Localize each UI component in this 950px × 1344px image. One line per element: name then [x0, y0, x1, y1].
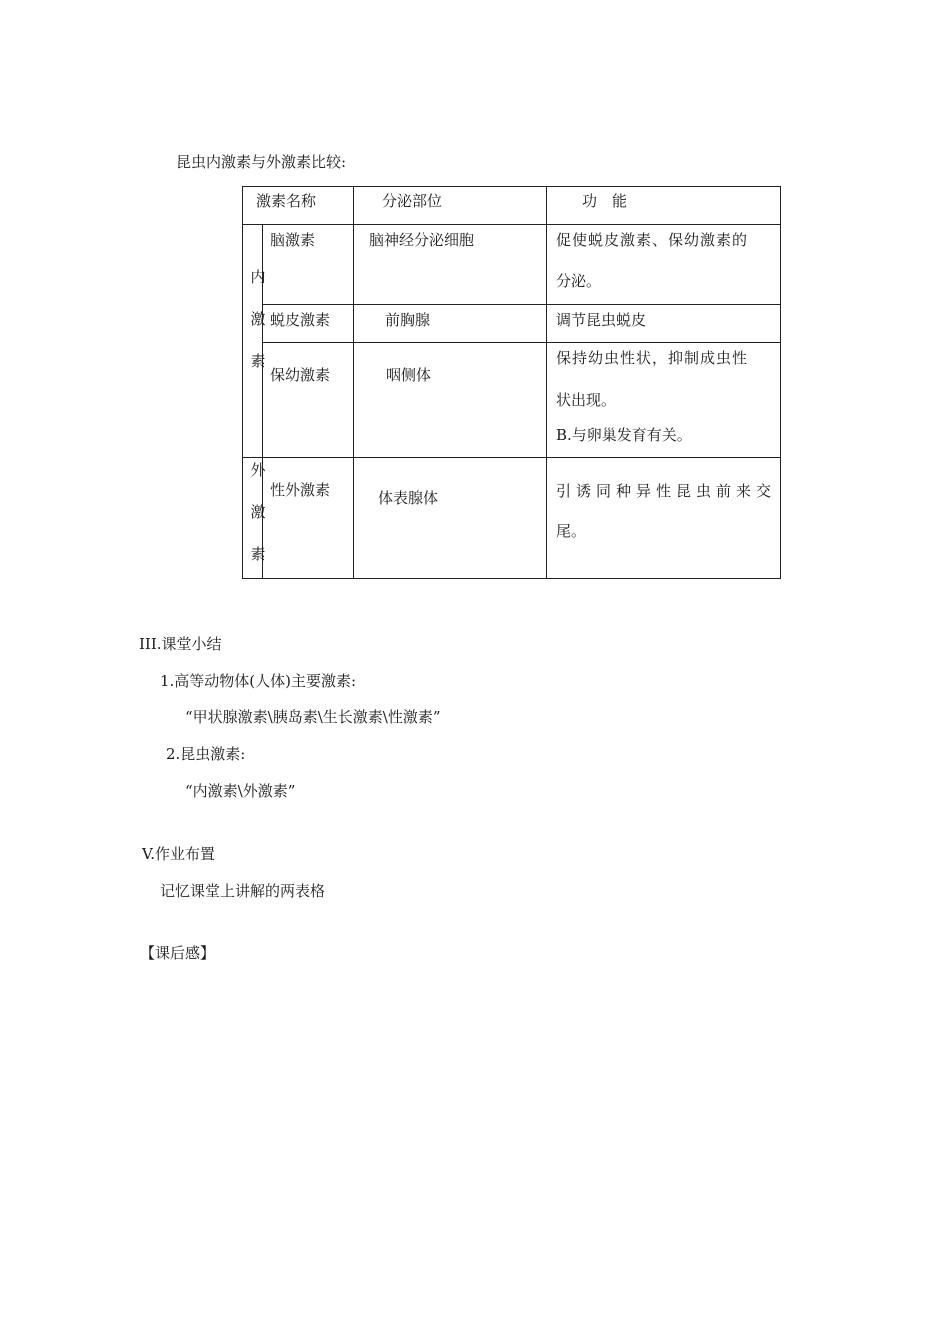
header-function: 功 能 [582, 192, 628, 210]
table-rule [242, 224, 781, 225]
reflection-heading: 【课后感】 [140, 944, 216, 962]
row-function-line: 保持幼虫性状，抑制成虫性 [556, 349, 749, 367]
row-function-line: 尾。 [556, 522, 587, 540]
homework-text: 记忆课堂上讲解的两表格 [160, 882, 326, 900]
table-rule [262, 342, 781, 343]
row-function-extra: B.与卵巢发育有关。 [556, 426, 692, 444]
row-function-line: 状出现。 [556, 391, 617, 409]
table-border-bottom [242, 578, 781, 579]
row-function-line: 分泌。 [556, 272, 602, 290]
table-border-top [242, 186, 781, 187]
row-name: 保幼激素 [270, 366, 331, 384]
summary-item-2-value: “内激素\外激素” [185, 782, 296, 800]
table-border-right [780, 186, 781, 579]
row-site: 咽侧体 [386, 366, 432, 384]
table-rule [353, 186, 354, 579]
row-site: 脑神经分泌细胞 [369, 231, 475, 249]
homework-heading: V.作业布置 [142, 845, 215, 863]
table-caption: 昆虫内激素与外激素比较: [176, 153, 347, 171]
row-site: 前胸腺 [385, 311, 431, 329]
row-function-line: 促使蜕皮激素、保幼激素的 [556, 231, 749, 249]
row-name: 蜕皮激素 [270, 311, 331, 329]
row-site: 体表腺体 [378, 489, 439, 507]
table-rule [262, 304, 781, 305]
table-rule [546, 186, 547, 579]
header-name: 激素名称 [256, 192, 317, 210]
header-site: 分泌部位 [382, 192, 443, 210]
summary-item-2-label: 2.昆虫激素: [166, 745, 246, 763]
summary-item-1-label: 1.高等动物体(人体)主要激素: [160, 672, 357, 690]
row-name: 性外激素 [270, 481, 331, 499]
row-function-line: 调节昆虫蜕皮 [556, 311, 647, 329]
row-name: 脑激素 [270, 231, 316, 249]
summary-item-1-value: “甲状腺激素\胰岛素\生长激素\性激素” [185, 708, 441, 726]
summary-heading: III.课堂小结 [139, 635, 222, 653]
table-border-left [242, 186, 243, 579]
row-function-line: 引诱同种异性昆虫前来交 [556, 482, 777, 500]
table-rule [242, 457, 781, 458]
group-label-outer: 外 激 素 [250, 461, 266, 563]
group-label-inner: 内 激 素 [250, 268, 266, 370]
